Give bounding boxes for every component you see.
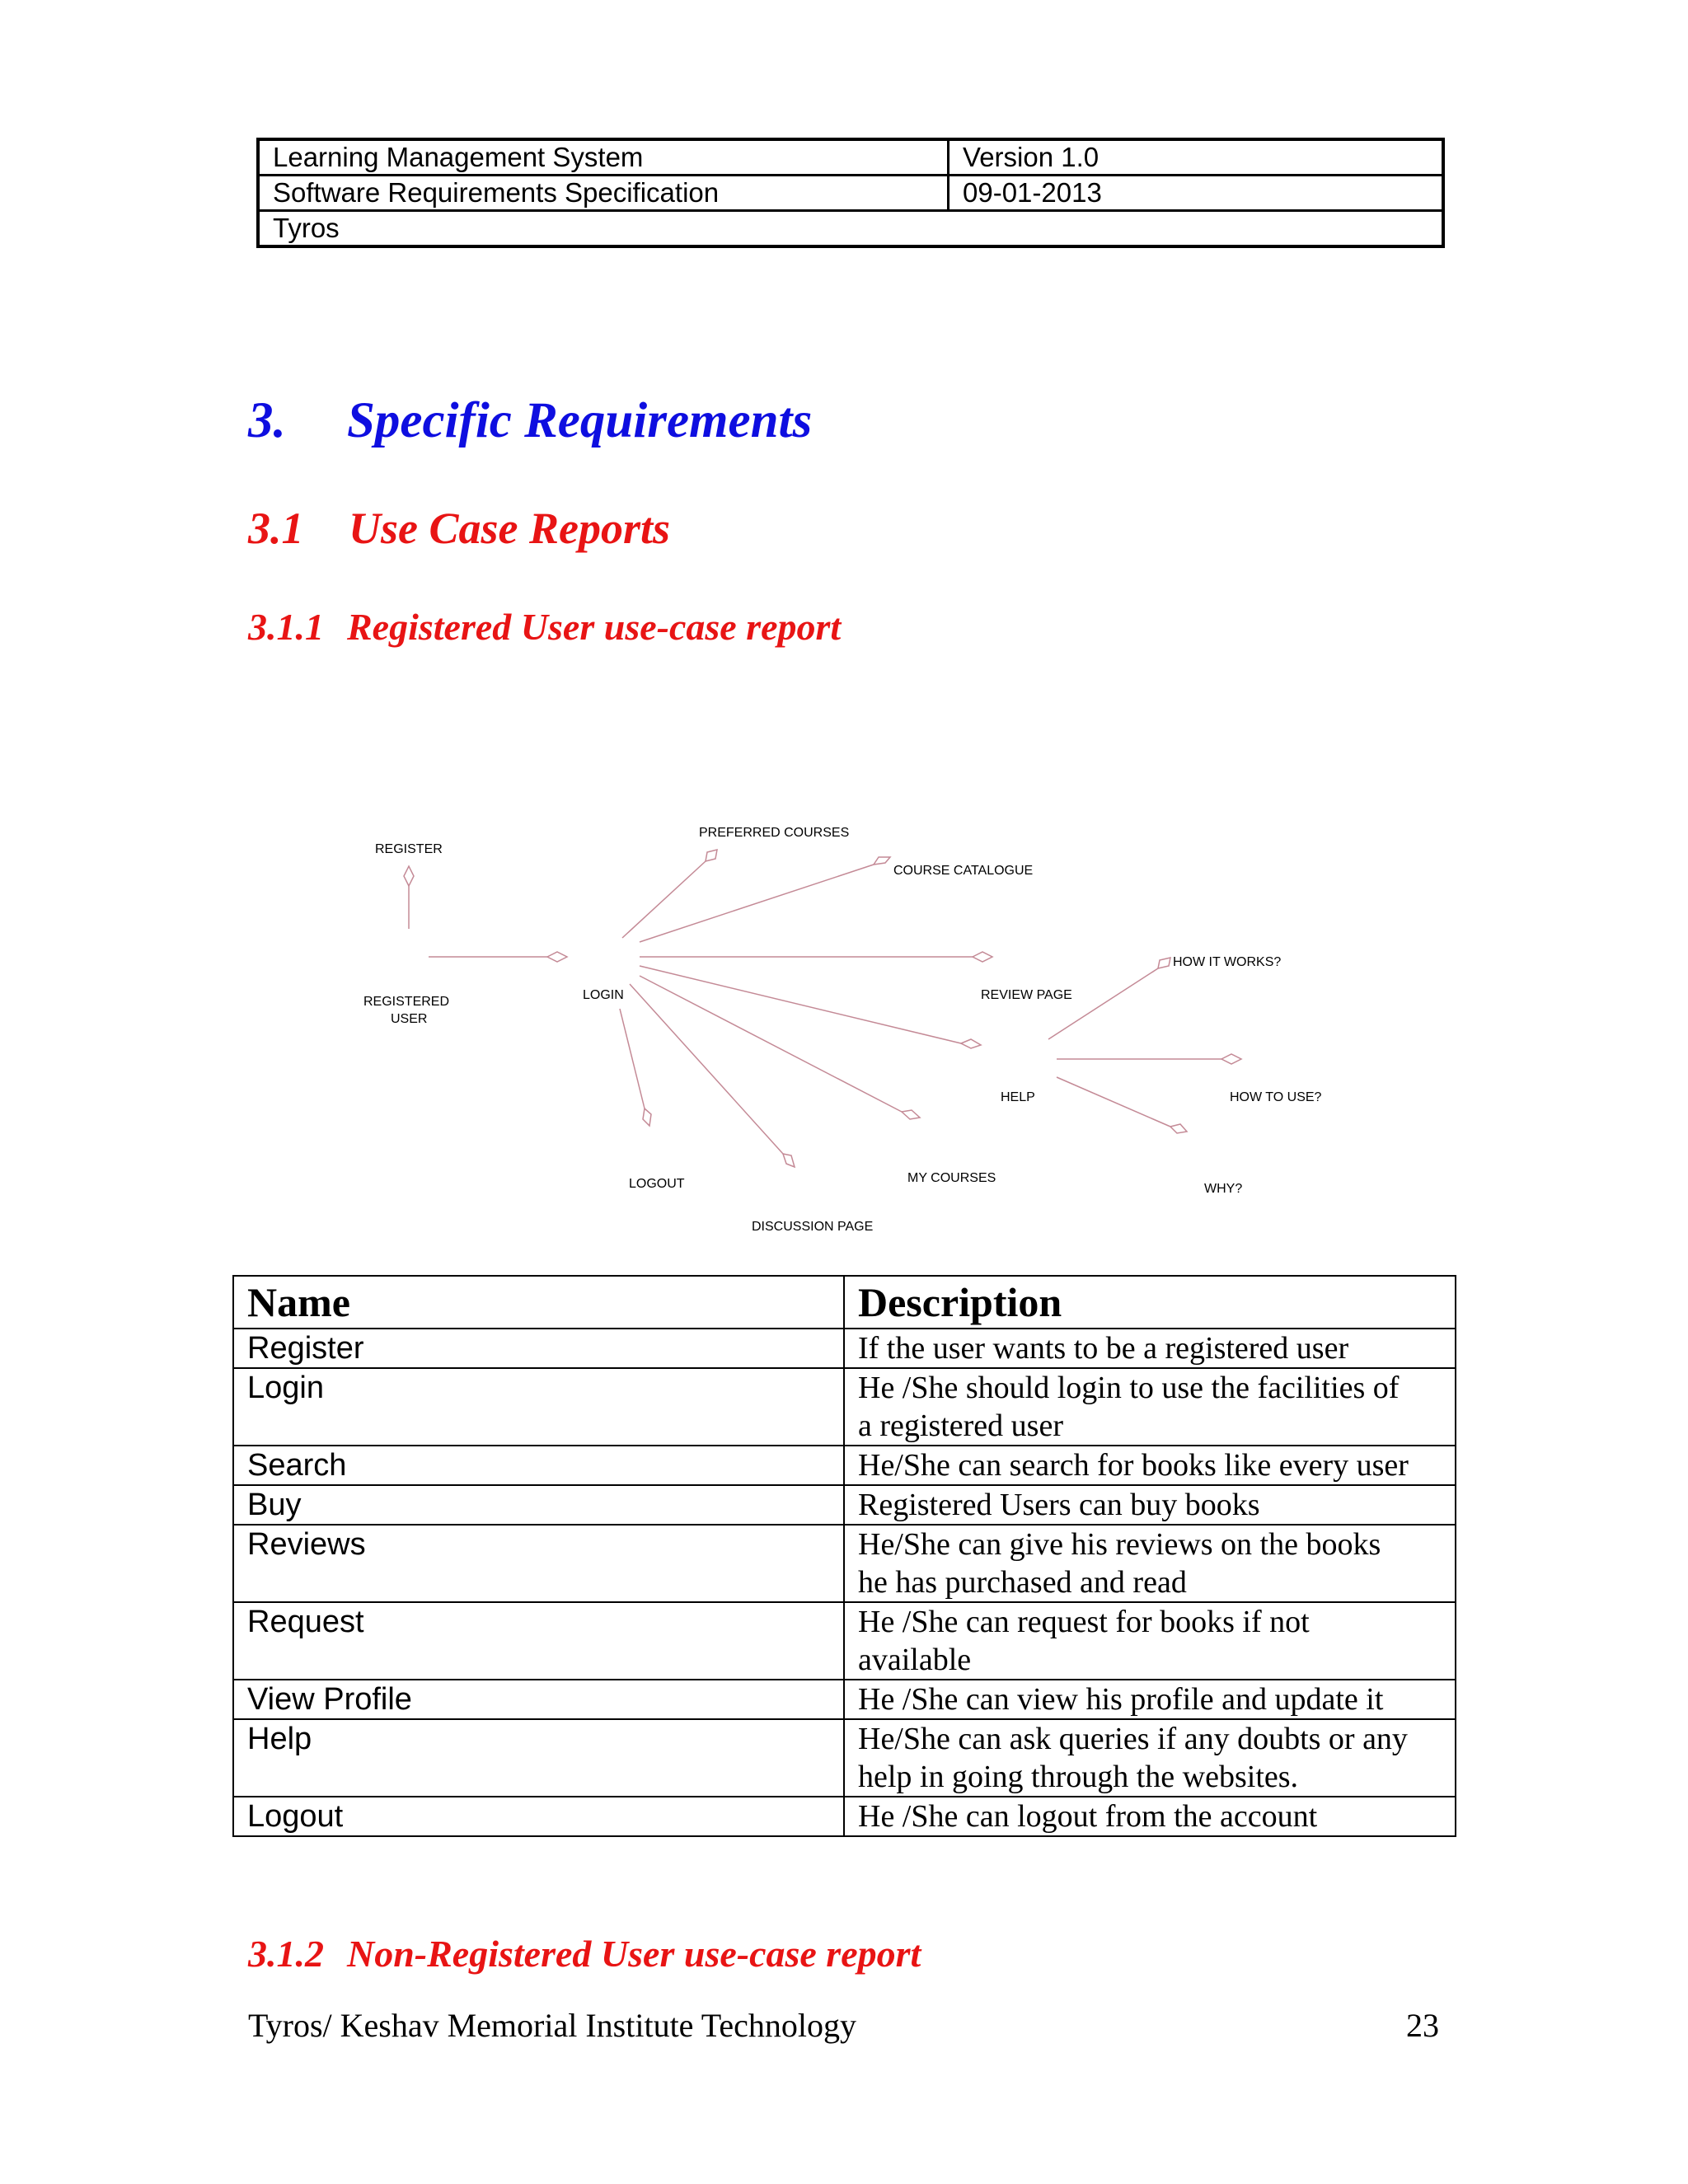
use-case-description [844, 1797, 1456, 1836]
connector-diamond [783, 1154, 795, 1167]
header-cell: Learning Management System [258, 139, 949, 176]
section-heading [248, 392, 812, 450]
connector-diamond [404, 866, 414, 886]
connector-line [620, 1009, 645, 1108]
connector-diamond [1170, 1124, 1187, 1133]
description-line: He /She can logout from the account [858, 1799, 1318, 1834]
header-row [258, 211, 1443, 247]
use-case-table [232, 1275, 1456, 1837]
use-case-name: Logout [233, 1797, 844, 1836]
registered-user-label-2: USER [391, 1012, 428, 1026]
how-it-works-label: HOW IT WORKS? [1173, 955, 1282, 969]
connector-line [640, 976, 902, 1112]
subsection-number: 3.1 [248, 504, 304, 553]
subsubsection-heading-2 [248, 1932, 921, 1975]
use-case-name: Reviews [233, 1525, 844, 1602]
header-cell: Tyros [258, 211, 1443, 247]
course-catalogue-label: COURSE CATALOGUE [893, 864, 1034, 878]
use-case-name: View Profile [233, 1680, 844, 1719]
connector-line [1057, 1077, 1170, 1127]
my-courses-label: MY COURSES [907, 1171, 996, 1185]
section-title: Specific Requirements [347, 393, 813, 448]
header-row [258, 139, 1443, 176]
header-cell: 09-01-2013 [949, 176, 1444, 211]
connector-diamond [902, 1110, 920, 1119]
connector-diamond [1158, 958, 1170, 968]
header-row [258, 176, 1443, 211]
header-cell: Software Requirements Specification [258, 176, 949, 211]
subsubsection-title: Registered User use-case report [347, 606, 842, 648]
use-case-description [844, 1329, 1456, 1368]
preferred-courses-label: PREFERRED COURSES [699, 826, 850, 840]
section-number: 3. [248, 393, 286, 448]
connector-line [640, 966, 961, 1043]
connector-line [640, 865, 874, 942]
use-case-name: Help [233, 1719, 844, 1797]
help-label: HELP [1001, 1090, 1035, 1104]
table-header-row [233, 1276, 1456, 1329]
login-label: LOGIN [583, 988, 624, 1002]
use-case-description [844, 1446, 1456, 1485]
use-case-name: Search [233, 1446, 844, 1485]
diagram-connectors [404, 850, 1241, 1167]
document-header-table [256, 138, 1445, 248]
use-case-description [844, 1525, 1456, 1602]
register-label: REGISTER [375, 842, 443, 856]
connector-diamond [874, 857, 890, 865]
table-row [233, 1602, 1456, 1680]
description-line: He/She can give his reviews on the books [858, 1527, 1381, 1562]
connector-diamond [961, 1039, 981, 1048]
discussion-page-label: DISCUSSION PAGE [752, 1220, 874, 1234]
description-line: he has purchased and read [858, 1565, 1187, 1600]
subsubsection-number: 3.1.1 [248, 606, 324, 648]
connector-line [630, 984, 783, 1154]
table-row [233, 1485, 1456, 1525]
subsubsection-title: Non-Registered User use-case report [347, 1933, 921, 1975]
why-label: WHY? [1204, 1182, 1243, 1196]
use-case-description [844, 1368, 1456, 1446]
description-line: If the user wants to be a registered user [858, 1331, 1349, 1366]
connector-line [622, 861, 706, 938]
use-case-name: Register [233, 1329, 844, 1368]
description-line: He /She can view his profile and update it [858, 1682, 1384, 1717]
description-line: He/She can search for books like every user [858, 1448, 1409, 1483]
description-line: a registered user [858, 1408, 1063, 1443]
connector-diamond [973, 952, 992, 962]
subsection-heading [248, 503, 670, 554]
use-case-name: Request [233, 1602, 844, 1680]
description-line: He /She can request for books if not [858, 1605, 1310, 1639]
table-row [233, 1368, 1456, 1446]
connector-line [1048, 968, 1158, 1039]
table-row [233, 1329, 1456, 1368]
table-row [233, 1680, 1456, 1719]
use-case-description [844, 1680, 1456, 1719]
footer-text: Tyros/ Keshav Memorial Institute Technology [248, 2007, 856, 2044]
table-row [233, 1446, 1456, 1485]
description-line: help in going through the websites. [858, 1760, 1299, 1794]
use-case-description [844, 1602, 1456, 1680]
logout-label: LOGOUT [629, 1177, 685, 1191]
header-cell: Version 1.0 [949, 139, 1444, 176]
description-line: He/She can ask queries if any doubts or any [858, 1722, 1408, 1756]
description-line: Registered Users can buy books [858, 1488, 1260, 1522]
review-page-label: REVIEW PAGE [981, 988, 1072, 1002]
table-row [233, 1719, 1456, 1797]
page-number: 23 [1406, 2007, 1439, 2044]
registered-user-label: REGISTERED [363, 995, 450, 1009]
use-case-name: Login [233, 1368, 844, 1446]
table-row [233, 1525, 1456, 1602]
use-case-description [844, 1485, 1456, 1525]
subsubsection-number: 3.1.2 [248, 1933, 324, 1975]
use-case-description [844, 1719, 1456, 1797]
description-line: available [858, 1643, 972, 1677]
description-column-header: Description [844, 1276, 1456, 1329]
subsection-title: Use Case Reports [349, 504, 670, 553]
table-row [233, 1797, 1456, 1836]
description-line: He /She should login to use the facilities of [858, 1371, 1400, 1405]
subsubsection-heading [248, 605, 841, 649]
how-to-use-label: HOW TO USE? [1230, 1090, 1322, 1104]
name-column-header: Name [233, 1276, 844, 1329]
connector-diamond [547, 952, 567, 962]
connector-diamond [643, 1108, 651, 1126]
connector-diamond [706, 850, 717, 861]
use-case-name: Buy [233, 1485, 844, 1525]
connector-diamond [1221, 1054, 1241, 1064]
